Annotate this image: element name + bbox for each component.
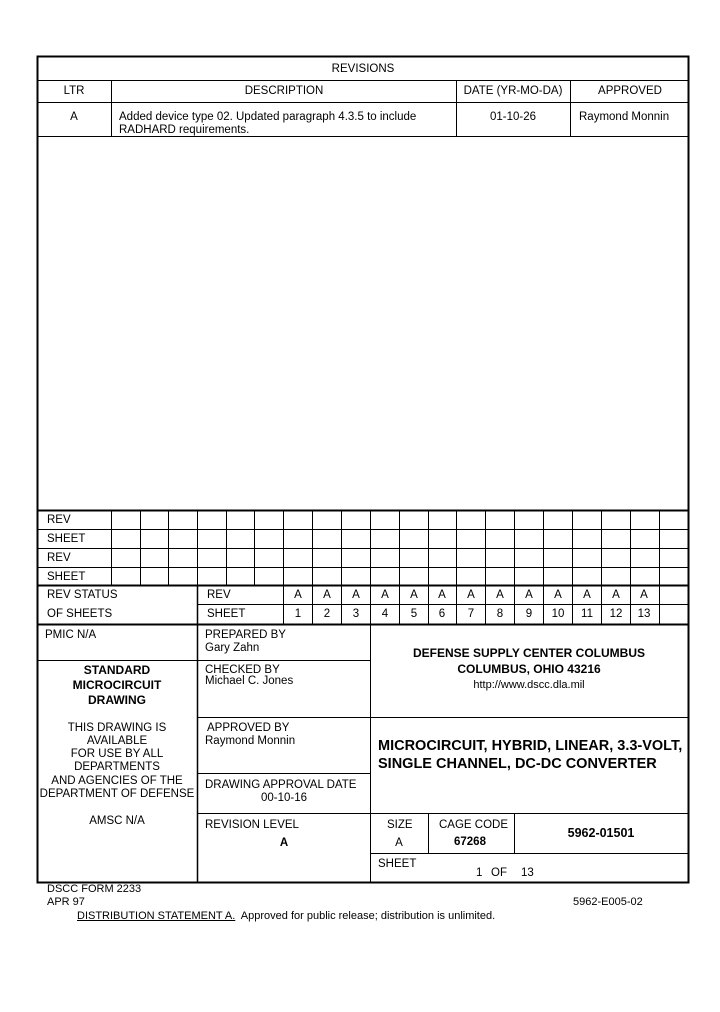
availability-line6: DEPARTMENT OF DEFENSE bbox=[39, 788, 195, 800]
sheet-label: SHEET bbox=[378, 858, 417, 870]
rev-status-rev-label: REV bbox=[207, 589, 231, 601]
rev-status-cell: A bbox=[438, 589, 446, 601]
availability-line1: THIS DRAWING IS bbox=[67, 722, 167, 734]
revision-level-label: REVISION LEVEL bbox=[205, 819, 299, 831]
approved-by-name: Raymond Monnin bbox=[205, 735, 296, 747]
rev-status-cell: A bbox=[525, 589, 533, 601]
availability-line2: AVAILABLE bbox=[86, 735, 148, 747]
revision-date: 01-10-26 bbox=[489, 111, 537, 123]
dscc-address: COLUMBUS, OHIO 43216 bbox=[457, 662, 601, 676]
revision-level: A bbox=[279, 837, 289, 849]
form-date: APR 97 bbox=[47, 896, 85, 908]
availability-line5: AND AGENCIES OF THE bbox=[51, 775, 183, 787]
size-label: SIZE bbox=[387, 819, 413, 831]
standard-line3: DRAWING bbox=[88, 693, 146, 707]
of-sheets-label: OF SHEETS bbox=[47, 608, 113, 620]
approved-by-label: APPROVED BY bbox=[207, 722, 290, 734]
distribution-statement bbox=[77, 910, 495, 923]
sheet-row-label-1: SHEET bbox=[47, 533, 86, 545]
size-value: A bbox=[395, 837, 403, 849]
sheet-number-cell: 10 bbox=[551, 608, 565, 620]
revision-description-line2: RADHARD requirements. bbox=[119, 124, 250, 136]
sheet-of: OF bbox=[491, 867, 507, 879]
rev-status-cell: A bbox=[352, 589, 360, 601]
cage-code-label: CAGE CODE bbox=[439, 819, 509, 831]
sheet-number: 1 bbox=[476, 867, 483, 879]
sheet-number-cell: 13 bbox=[637, 608, 651, 620]
checked-by-name: Michael C. Jones bbox=[205, 675, 294, 687]
rev-status-cell: A bbox=[496, 589, 504, 601]
standard-line1: STANDARD bbox=[83, 663, 151, 677]
col-ltr-header: LTR bbox=[63, 85, 85, 97]
rev-status-cell: A bbox=[381, 589, 389, 601]
drawing-number: 5962-01501 bbox=[567, 826, 635, 840]
rev-row-label-1: REV bbox=[47, 514, 71, 526]
rev-status-cell: A bbox=[467, 589, 475, 601]
rev-status-label: REV STATUS bbox=[47, 589, 118, 601]
distribution-label: DISTRIBUTION STATEMENT A. bbox=[77, 910, 236, 922]
revision-approved: Raymond Monnin bbox=[579, 111, 670, 123]
revision-ltr: A bbox=[70, 111, 78, 123]
dscc-url: http://www.dscc.dla.mil bbox=[473, 679, 585, 691]
approval-date-label: DRAWING APPROVAL DATE bbox=[205, 779, 357, 791]
sheet-number-cell: 7 bbox=[467, 608, 475, 620]
col-approved-header: APPROVED bbox=[598, 85, 662, 97]
drawing-title-line1: MICROCIRCUIT, HYBRID, LINEAR, 3.3-VOLT, bbox=[378, 738, 683, 754]
pmic-label: PMIC N/A bbox=[45, 629, 97, 641]
checked-by-label: CHECKED BY bbox=[205, 664, 280, 676]
rev-status-cell: A bbox=[323, 589, 331, 601]
approval-date: 00-10-16 bbox=[260, 792, 308, 804]
availability-line3: FOR USE BY ALL bbox=[70, 748, 164, 760]
rev-status-cell: A bbox=[410, 589, 418, 601]
col-date-header: DATE (YR-MO-DA) bbox=[463, 85, 563, 97]
revisions-header: REVISIONS bbox=[331, 63, 395, 75]
standard-line2: MICROCIRCUIT bbox=[72, 678, 162, 692]
rev-status-cell: A bbox=[612, 589, 620, 601]
sheet-number-cell: 8 bbox=[496, 608, 504, 620]
document-code: 5962-E005-02 bbox=[573, 896, 643, 908]
rev-row-label-2: REV bbox=[47, 552, 71, 564]
rev-status-sheet-label: SHEET bbox=[207, 608, 246, 620]
cage-code-value: 67268 bbox=[454, 836, 486, 848]
sheet-number-cell: 6 bbox=[438, 608, 446, 620]
sheet-number-cell: 4 bbox=[381, 608, 389, 620]
sheet-row-label-2: SHEET bbox=[47, 571, 86, 583]
prepared-by-name: Gary Zahn bbox=[205, 642, 260, 654]
sheet-number-cell: 11 bbox=[581, 608, 593, 620]
prepared-by-label: PREPARED BY bbox=[205, 629, 286, 641]
distribution-text: Approved for public release; distribution is unlimited. bbox=[235, 910, 496, 922]
rev-status-cell: A bbox=[554, 589, 562, 601]
rev-status-cell: A bbox=[294, 589, 302, 601]
sheet-number-cell: 12 bbox=[609, 608, 623, 620]
form-number: DSCC FORM 2233 bbox=[47, 883, 142, 895]
revision-description-line1: Added device type 02. Updated paragraph 4.3.5 to include bbox=[119, 111, 417, 123]
availability-line4: DEPARTMENTS bbox=[74, 761, 160, 773]
rev-status-cell: A bbox=[583, 589, 591, 601]
sheet-number-cell: 5 bbox=[410, 608, 418, 620]
amsc-label: AMSC N/A bbox=[89, 815, 145, 827]
sheet-number-cell: 2 bbox=[323, 608, 331, 620]
col-description-header: DESCRIPTION bbox=[244, 85, 324, 97]
sheet-number-cell: 3 bbox=[352, 608, 360, 620]
sheet-number-cell: 9 bbox=[525, 608, 533, 620]
drawing-title-line2: SINGLE CHANNEL, DC-DC CONVERTER bbox=[378, 756, 657, 772]
rev-status-cell: A bbox=[640, 589, 648, 601]
dscc-name: DEFENSE SUPPLY CENTER COLUMBUS bbox=[412, 646, 646, 660]
sheet-total: 13 bbox=[521, 867, 534, 879]
sheet-number-cell: 1 bbox=[294, 608, 302, 620]
